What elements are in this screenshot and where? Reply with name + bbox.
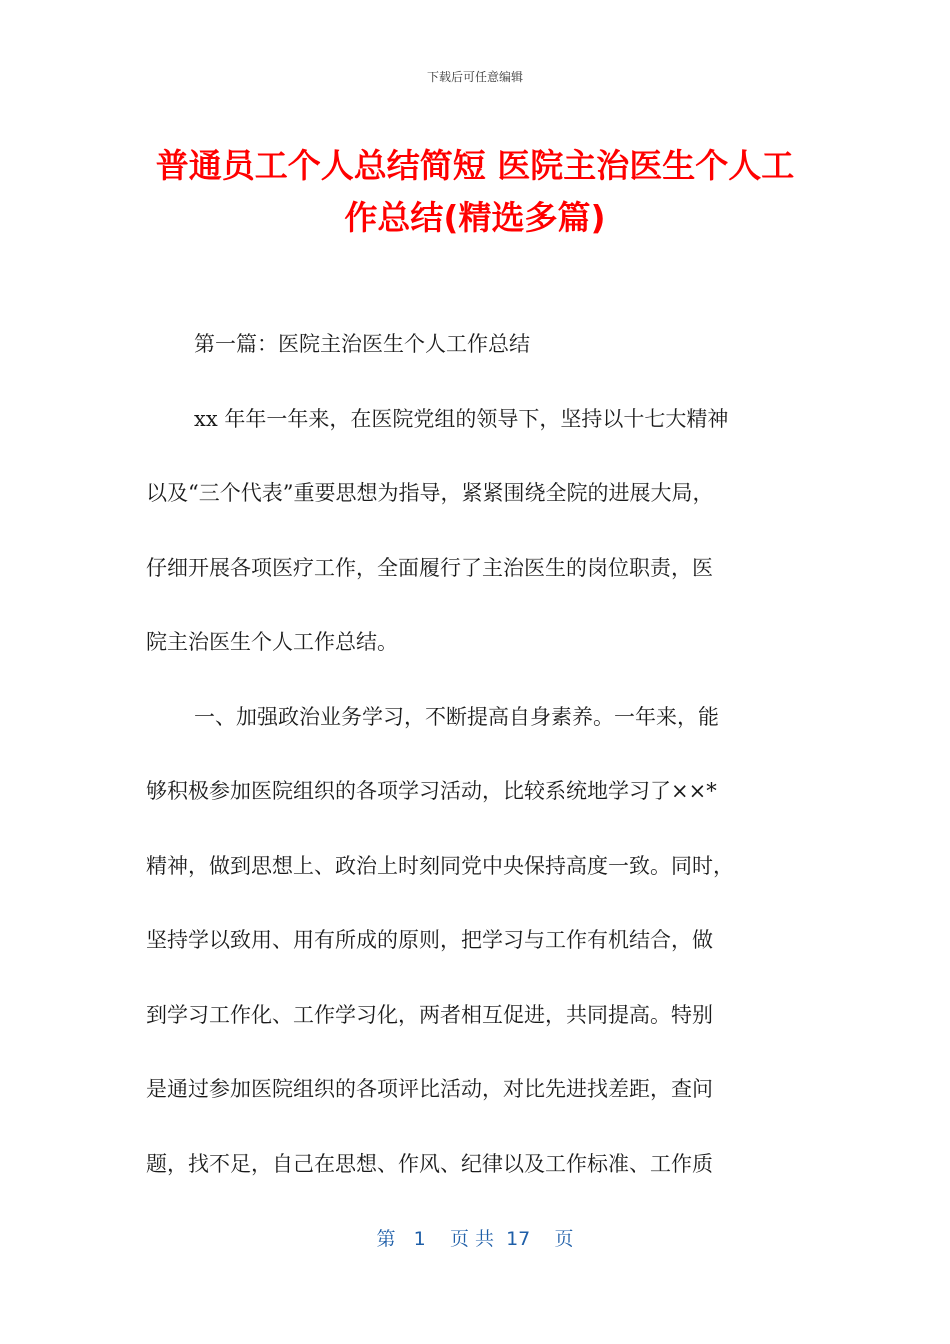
- title-line-2: 作总结(精选多篇): [344, 198, 606, 237]
- paragraph-line: 够积极参加医院组织的各项学习活动，比较系统地学习了××*: [146, 779, 717, 803]
- paragraph-line: 院主治医生个人工作总结。: [146, 630, 398, 654]
- document-title: [120, 140, 830, 244]
- paragraph-line: 精神，做到思想上、政治上时刻同党中央保持高度一致。同时，: [146, 853, 734, 878]
- page-middle: 页 共: [449, 1228, 494, 1250]
- page-prefix: 第: [376, 1228, 396, 1250]
- paragraph-line: 坚持学以致用、用有所成的原则，把学习与工作有机结合，做: [146, 928, 713, 952]
- paragraph-line: xx 年年一年来，在医院党组的领导下，坚持以十七大精神: [194, 406, 729, 431]
- page-footer: [0, 1224, 950, 1251]
- paragraph-line: 一、加强政治业务学习，不断提高自身素养。一年来，能: [194, 704, 719, 729]
- title-line-1: 普通员工个人总结简短 医院主治医生个人工: [155, 146, 795, 185]
- header-note: 下载后可任意编辑: [426, 70, 523, 84]
- paragraph-line: 是通过参加医院组织的各项评比活动，对比先进找差距，查问: [146, 1077, 713, 1101]
- paragraph-line: 题，找不足，自己在思想、作风、纪律以及工作标准、工作质: [146, 1151, 713, 1176]
- document-body: [146, 318, 796, 1212]
- paragraph-line: 仔细开展各项医疗工作，全面履行了主治医生的岗位职责，医: [146, 555, 713, 580]
- page-number: 1: [413, 1228, 426, 1250]
- paragraph-line: 到学习工作化、工作学习化，两者相互促进，共同提高。特别: [146, 1002, 713, 1027]
- paragraph-line: 以及“三个代表”重要思想为指导，紧紧围绕全院的进展大局，: [146, 481, 714, 505]
- page-suffix: 页: [554, 1228, 574, 1250]
- total-pages: 17: [506, 1228, 531, 1250]
- section-heading: 第一篇：医院主治医生个人工作总结: [194, 332, 530, 356]
